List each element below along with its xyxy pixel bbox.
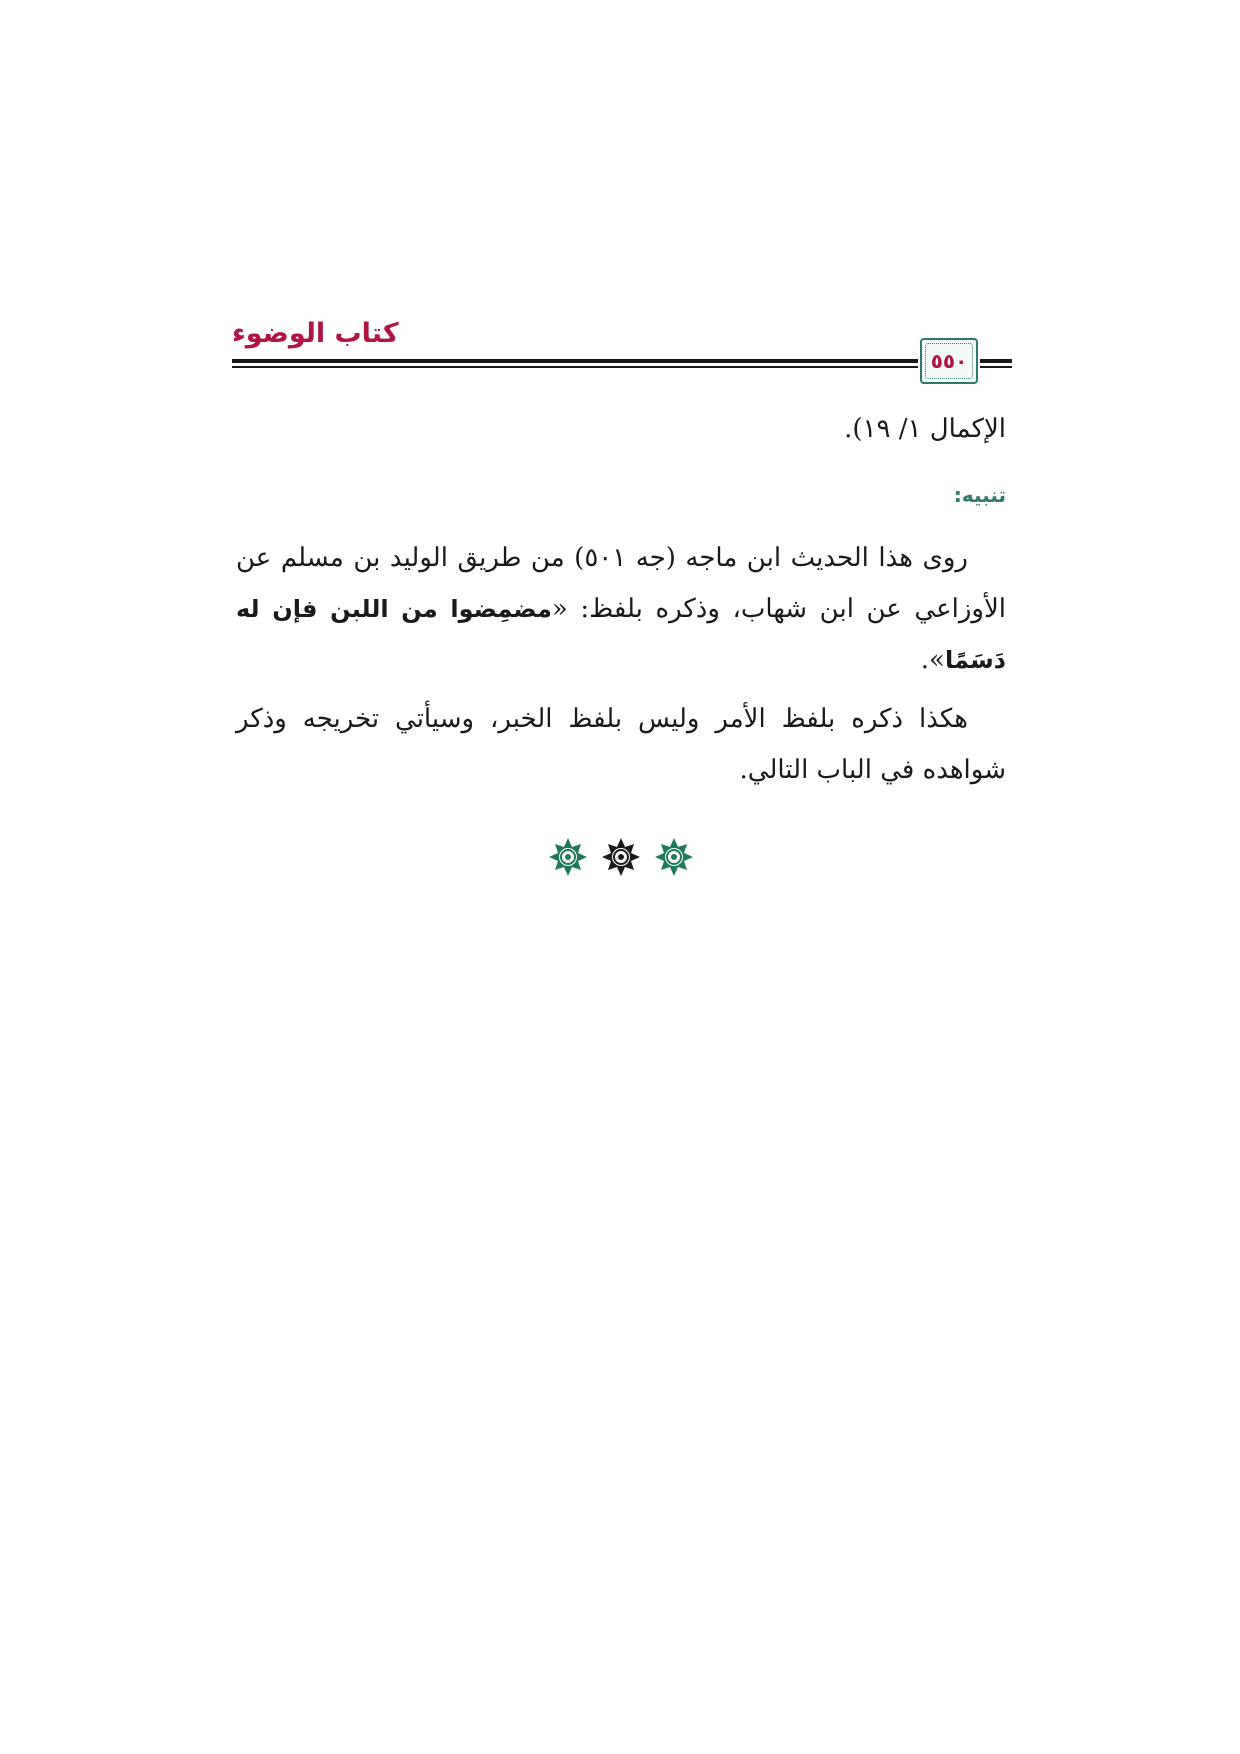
header-rule-thin — [232, 366, 918, 368]
flower-ornament-icon — [601, 837, 641, 877]
reference-line: الإكمال ١/ ١٩). — [844, 414, 1006, 444]
section-end-ornaments — [548, 836, 694, 878]
header-rule-thick — [232, 359, 918, 363]
flower-ornament-icon — [548, 837, 588, 877]
book-title: كتاب الوضوء — [232, 318, 399, 349]
hadith-quote: مضمِضوا من اللبن فإن له دَسَمًا — [236, 595, 1006, 674]
paragraph-text: روى هذا الحديث ابن ماجه (جه ٥٠١) من طريق الوليد بن مسلم عن الأوزاعي عن ابن شهاب، وذكره بلفظ: « — [236, 543, 1006, 624]
paragraph-hadith-narration — [236, 533, 1006, 686]
page-content — [236, 404, 1006, 796]
header-rule-end-thin — [980, 366, 1012, 368]
header-rule — [232, 359, 918, 370]
paragraph-end: ». — [920, 645, 945, 675]
flower-ornament-icon — [654, 837, 694, 877]
page-header — [232, 318, 1012, 390]
page-number-frame — [920, 338, 978, 384]
paragraph-note: هكذا ذكره بلفظ الأمر وليس بلفظ الخبر، وسيأتي تخريجه وذكر شواهده في الباب التالي. — [236, 704, 1006, 785]
page-number: ٥٥٠ — [930, 349, 968, 373]
note-heading: تنبيه: — [953, 483, 1006, 507]
header-rule-end — [980, 359, 1012, 370]
header-rule-end-thick — [980, 359, 1012, 363]
